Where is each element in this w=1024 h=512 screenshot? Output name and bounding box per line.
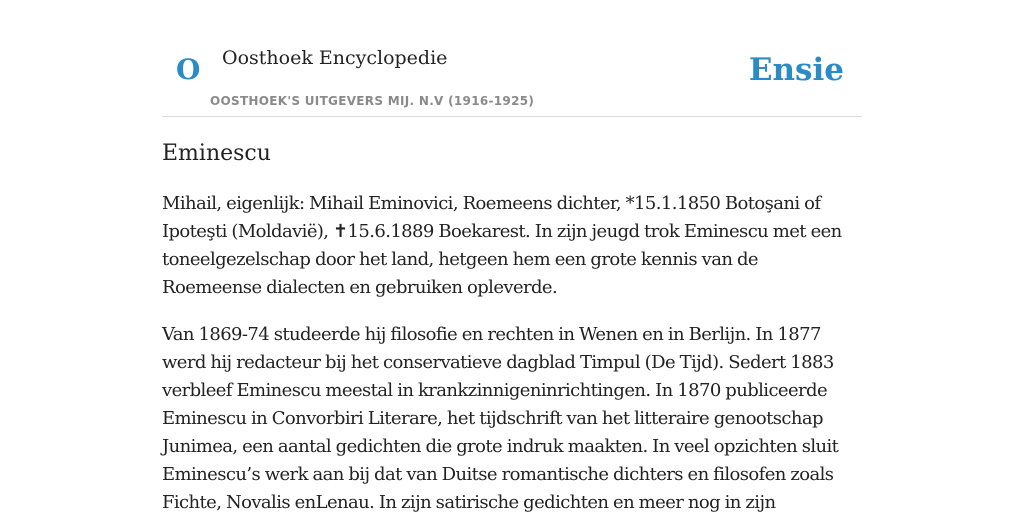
article-paragraph-1: Mihail, eigenlijk: Mihail Eminovici, Roemeens dichter, *15.1.1850 Botoşani of Ipoteşti (Moldavië), ✝15.6.1889 Boekarest. In zijn jeugd trok Eminescu met een toneelgezelschap door het land, hetgeen hem een grote kennis van de Roemeense dialecten en gebruiken opleverde. — [162, 193, 842, 298]
site-header — [162, 0, 862, 117]
publisher-subtitle: OOSTHOEK'S UITGEVERS MIJ. N.V (1916-1925) — [210, 94, 535, 108]
article-title: Eminescu — [162, 141, 271, 166]
article — [162, 136, 862, 512]
article-paragraph-2: Van 1869-74 studeerde hij filosofie en rechten in Wenen en in Berlijn. In 1877 werd hij redacteur bij het conservatieve dagblad Timpul (De Tijd). Sedert 1883 verbleef Eminescu meestal in krankzinnigeninrichtingen. In 1870 publiceerde Eminescu in Convorbiri Literare, het tijdschrift van het litteraire genootschap Junimea, een aantal gedichten die grote indruk maakten. In veel opzichten sluit Eminescu’s werk aan bij dat van Duitse romantische dichters en filosofen zoals Fichte, Novalis enLenau. In zijn satirische gedichten en meer nog in zijn — [162, 324, 839, 512]
book-logo-icon[interactable]: O — [176, 53, 201, 86]
book-title-link[interactable]: Oosthoek Encyclopedie — [222, 47, 448, 69]
ensie-home-link[interactable]: Ensie — [748, 52, 844, 88]
